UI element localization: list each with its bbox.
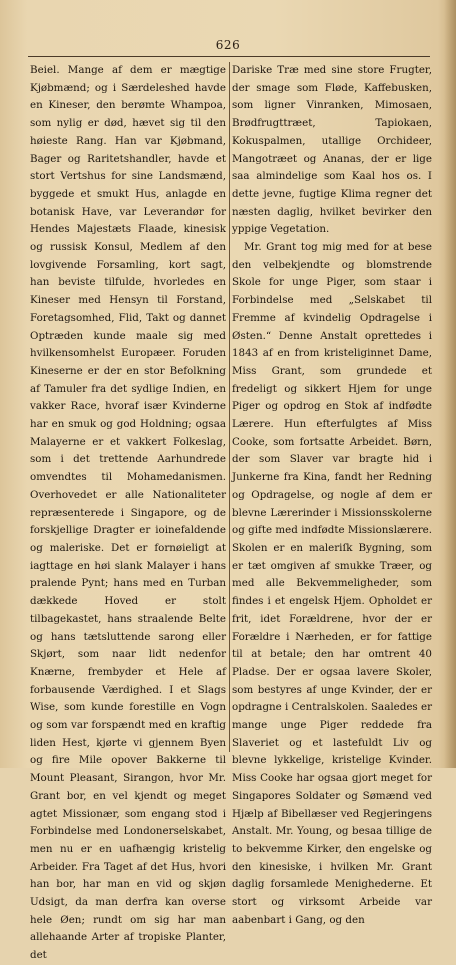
left-column (30, 62, 226, 965)
right-paragraph-1: Dariske Træ med sine store Frugter, der smage som Fløde, Kaffebusken, som ligner Vinranken, Mimosaen, Brødfrugttræet, Tapiokaen, Kokuspalmen, utallige Orchideer, Mangotræet og Ananas, der er lige saa almindelige som Kaal hos os. I dette jevne, fugtige Klima regner det næsten daglig, hvilket bevirker den yppige Vegetation. (232, 64, 432, 236)
column-divider (229, 62, 230, 752)
page-number: 626 (215, 38, 241, 52)
header-rule (28, 56, 430, 57)
right-column (232, 62, 432, 929)
left-paragraph-1: Beiel. Mange af dem er mægtige Kjøbmænd; og i Særdeleshed havde en Kineser, den berømte Whampoa, som nylig er død, hævet sig til den høieste Rang. Han var Kjøbmand, Bager og Raritetshandler, havde et stort Vertshus for sine Landsmænd, byggede et smukt Hus, anlagde en botanisk Have, var Leverandør for Hendes Majestæts Flaade, kinesisk og russisk Konsul, Medlem af den lovgivende Forsamling, kort sagt, han beviste tilfulde, hvorledes en Kineser med Hensyn til Forstand, Foretagsomhed, Flid, Takt og dannet Optræden kunde maale sig med hvilkensomhelst Europæer. Foruden Kineserne er der en stor Befolkning af Tamuler fra det sydlige Indien, en vakker Race, hvoraf især Kvinderne har en smuk og god Holdning; ogsaa Malayerne er et vakkert Folkeslag, som i det trettende Aarhundrede omvendtes til Mohamedanismen. Overhovedet er alle Nationaliteter repræsenterede i Singapore, og de forskjellige Dragter er ioinefaldende og maleriske. Det er fornøieligt at iagttage en høi slank Malayer i hans pralende Pynt; hans med en Turban dækkede Hoved er stolt tilbagekastet, hans straalende Belte og hans tætsluttende sarong eller Skjørt, som naar lidt nedenfor Knærne, frembyder et Hele af forbausende Værdighed. I et Slags Wise, som kunde forestille en Vogn og som var forspændt med en kraftig liden Hest, kjørte vi gjennem Byen og fire Mile opover Bakkerne til Mount Pleasant, Sirangon, hvor Mr. Grant bor, en vel kjendt og meget agtet Missionær, som engang stod i Forbindelse med Londonerselskabet, men nu er en uafhængig kristelig Arbeider. Fra Taget af det Hus, hvori han bor, har man en vid og skjøn Udsigt, da man derfra kan overse hele Øen; rundt om sig har man allehaande Arter af tropiske Planter, det (30, 64, 226, 962)
right-paragraph-2: Mr. Grant tog mig med for at bese den velbekjendte og blomstrende Skole for unge Piger, som staar i Forbindelse med „Selskabet til Fremme af kvindelig Opdragelse i Østen.“ Denne Anstalt oprettedes i 1843 af en from kristeliginnet Dame, Miss Grant, som grundede et fredeligt og sikkert Hjem for unge Piger og opdrog en Stok af indfødte Lærere. Hun efterfulgtes af Miss Cooke, som fortsatte Arbeidet. Børn, der som Slaver var bragte hid i Junkerne fra Kina, fandt her Redning og Opdragelse, og nogle af dem er blevne Lærerinder i Missionsskolerne og gifte med indfødte Missionslærere. Skolen er en maleriſk Bygning, som er tæt omgiven af smukke Træer, og med alle Bekvemmeligheder, som findes i et engelsk Hjem. Opholdet er frit, idet Forældrene, hvor der er Forældre i Nærheden, er for fattige til at betale; den har omtrent 40 Pladse. Der er ogsaa lavere Skoler, som bestyres af unge Kvinder, der er opdragne i Centralskolen. Saaledes er mange unge Piger reddede fra Slaveriet og et lastefuldt Liv og blevne lykkelige, kristelige Kvinder. Miss Cooke har ogsaa gjort meget for Singapores Soldater og Sømænd ved Hjælp af Bibellæser ved Regjeringens Anstalt. Mr. Young, og besaa tillige de to bekvemme Kirker, den engelske og den kinesiske, i hvilken Mr. Grant daglig forsamlede Menighederne. Et stort og virksomt Arbeide var aabenbart i Gang, og den (232, 241, 432, 926)
page-gutter-shadow (444, 0, 456, 768)
